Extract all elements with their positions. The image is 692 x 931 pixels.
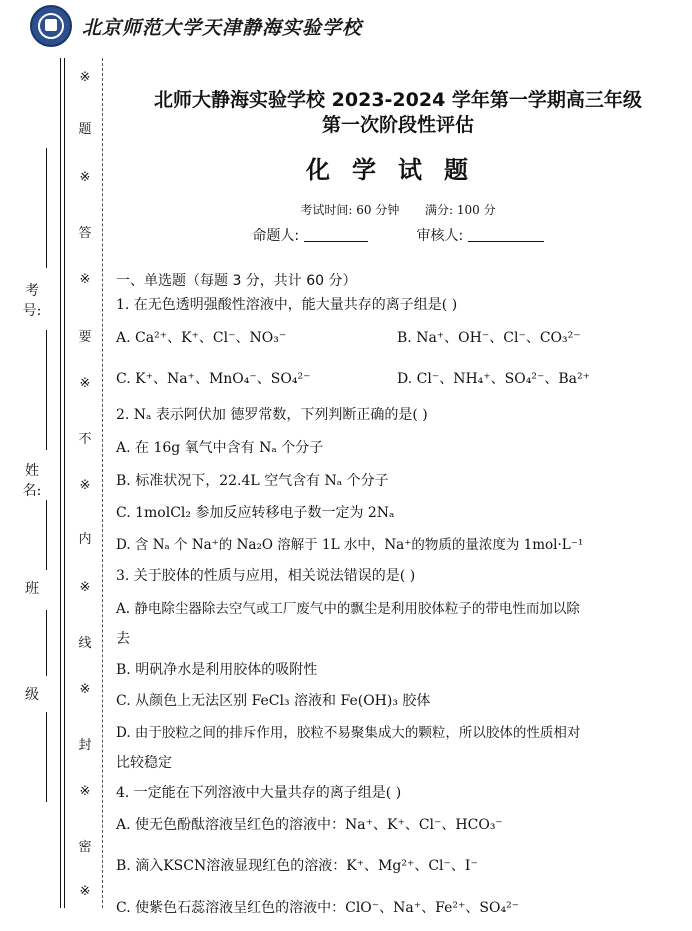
q4-stem: 4. 一定能在下列溶液中大量共存的离子组是( ): [116, 785, 402, 801]
q1-option-a: A. Ca²⁺、K⁺、Cl⁻、NO₃⁻: [116, 330, 287, 346]
seal-char: ※: [79, 478, 91, 493]
seal-char: 要: [78, 330, 92, 345]
seal-char: 内: [78, 532, 92, 547]
q3-option-d-line2: 比较稳定: [116, 755, 172, 771]
q3-option-a-line2: 去: [116, 631, 130, 647]
seal-char: ※: [79, 70, 91, 85]
school-name-script: 北京师范大学天津静海实验学校: [82, 16, 363, 39]
seal-char: 题: [78, 122, 92, 137]
ji-label: 级: [25, 687, 39, 703]
seal-char: 答: [78, 226, 92, 241]
exam-title-line1: 北师大静海实验学校 2023-2024 学年第一学期高三年级: [154, 89, 642, 111]
exam-authors: [118, 225, 678, 245]
kaohao-label: 考号:: [22, 283, 42, 319]
seal-char: 封: [78, 738, 92, 753]
xingming-blank-line[interactable]: [46, 330, 47, 450]
author-label: 命题人:: [252, 228, 300, 244]
q1-option-c: C. K⁺、Na⁺、MnO₄⁻、SO₄²⁻: [116, 371, 311, 387]
exam-title-line2: 第一次阶段性评估: [321, 114, 474, 136]
q3-option-a-line1: A. 静电除尘器除去空气或工厂废气中的飘尘是利用胶体粒子的带电性而加以除: [116, 601, 580, 617]
exam-time-score: [118, 201, 678, 218]
binding-line-dashed: [102, 58, 103, 908]
page-header: [30, 6, 362, 46]
ban-label: 班: [25, 581, 39, 597]
seal-char: 密: [78, 840, 92, 855]
school-seal-icon: [30, 5, 72, 47]
seal-char: 线: [78, 636, 92, 651]
q2-option-b: B. 标准状况下，22.4L 空气含有 Nₐ 个分子: [116, 473, 389, 489]
reviewer-label: 审核人:: [416, 228, 464, 244]
reviewer-blank[interactable]: [468, 227, 544, 242]
seal-char: ※: [79, 580, 91, 595]
q4-option-a: A. 使无色酚酞溶液呈红色的溶液中：Na⁺、K⁺、Cl⁻、HCO₃⁻: [116, 817, 503, 833]
q2-stem: 2. Nₐ 表示阿伏加 德罗常数，下列判断正确的是( ): [116, 407, 428, 423]
q1-option-b: B. Na⁺、OH⁻、Cl⁻、CO₃²⁻: [397, 330, 581, 346]
q2-option-d: D. 含 Nₐ 个 Na⁺的 Na₂O 溶解于 1L 水中，Na⁺的物质的量浓度为 1mol·L⁻¹: [116, 537, 584, 553]
binding-line-outer: [60, 58, 61, 908]
q1-stem: 1. 在无色透明强酸性溶液中，能大量共存的离子组是( ): [116, 297, 458, 313]
seal-char: ※: [79, 884, 91, 899]
q3-option-b: B. 明矾净水是利用胶体的吸附性: [116, 662, 318, 678]
section-heading: 一、单选题（每题 3 分，共计 60 分）: [116, 273, 357, 289]
kaohao-blank-line[interactable]: [46, 148, 47, 268]
q1-option-d: D. Cl⁻、NH₄⁺、SO₄²⁻、Ba²⁺: [397, 371, 590, 387]
ji-blank-line-top[interactable]: [46, 610, 47, 676]
q2-option-c: C. 1molCl₂ 参加反应转移电子数一定为 2Nₐ: [116, 505, 395, 521]
seal-char: ※: [79, 170, 91, 185]
seal-char: ※: [79, 784, 91, 799]
binding-line-inner: [64, 58, 65, 908]
seal-char: ※: [79, 376, 91, 391]
q3-stem: 3. 关于胶体的性质与应用，相关说法错误的是( ): [116, 568, 416, 584]
exam-subject: 化学试题: [306, 156, 490, 184]
ji-blank-line-bottom[interactable]: [46, 712, 47, 802]
q3-option-d-line1: D. 由于胶粒之间的排斥作用，胶粒不易聚集成大的颗粒，所以胶体的性质相对: [116, 725, 581, 741]
q4-option-b: B. 滴入KSCN溶液显现红色的溶液：K⁺、Mg²⁺、Cl⁻、I⁻: [116, 858, 478, 874]
exam-time: 考试时间: 60 分钟: [300, 203, 400, 217]
author-blank[interactable]: [304, 227, 368, 242]
q4-option-c: C. 使紫色石蕊溶液呈红色的溶液中：ClO⁻、Na⁺、Fe²⁺、SO₄²⁻: [116, 900, 520, 916]
seal-char: ※: [79, 682, 91, 697]
ban-blank-line[interactable]: [46, 500, 47, 570]
exam-score: 满分: 100 分: [425, 203, 496, 217]
seal-char: 不: [78, 432, 92, 447]
seal-char: ※: [79, 272, 91, 287]
q2-option-a: A. 在 16g 氧气中含有 Nₐ 个分子: [116, 440, 324, 456]
q3-option-c: C. 从颜色上无法区别 FeCl₃ 溶液和 Fe(OH)₃ 胶体: [116, 693, 431, 709]
xingming-label: 姓名:: [22, 463, 42, 499]
